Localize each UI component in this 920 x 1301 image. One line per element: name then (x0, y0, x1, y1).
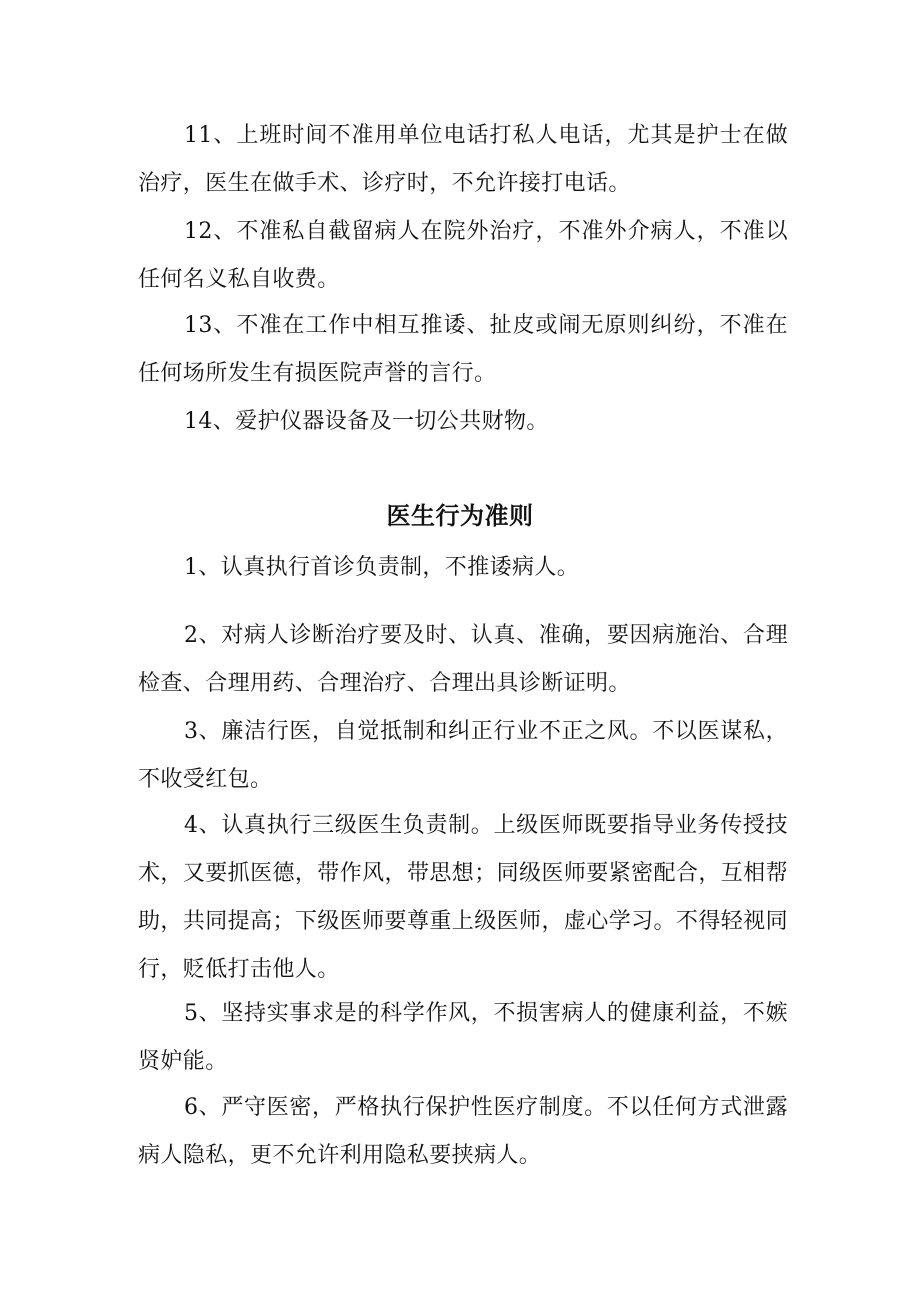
rule-paragraph: 6、严守医密，严格执行保护性医疗制度。不以任何方式泄露病人隐私，更不允许利用隐私要挟病人。 (138, 1095, 788, 1168)
rule-paragraph: 13、不准在工作中相互推诿、扯皮或闹无原则纠纷，不准在任何场所发生有损医院声誉的言行。 (138, 313, 788, 386)
rule-paragraph: 3、廉洁行医，自觉抵制和纠正行业不正之风。不以医谋私，不收受红包。 (138, 719, 788, 792)
rule-paragraph: 4、认真执行三级医生负责制。上级医师既要指导业务传授技术，又要抓医德，带作风，带思想；同级医师要紧密配合，互相帮助，共同提高；下级医师要尊重上级医师，虚心学习。不得轻视同行，贬低打击他人。 (138, 813, 788, 982)
rule-paragraph: 11、上班时间不准用单位电话打私人电话，尤其是护士在做治疗，医生在做手术、诊疗时，不允许接打电话。 (138, 123, 788, 196)
section-title: 医生行为准则 (386, 502, 534, 530)
rule-paragraph: 2、对病人诊断治疗要及时、认真、准确，要因病施治、合理检查、合理用药、合理治疗、合理出具诊断证明。 (138, 623, 788, 696)
rule-paragraph: 5、坚持实事求是的科学作风，不损害病人的健康利益，不嫉贤妒能。 (138, 1001, 788, 1074)
rule-paragraph: 14、爱护仪器设备及一切公共财物。 (184, 409, 549, 434)
rule-paragraph: 12、不准私自截留病人在院外治疗，不准外介病人，不准以任何名义私自收费。 (138, 219, 788, 292)
rule-paragraph: 1、认真执行首诊负责制，不推诿病人。 (184, 555, 580, 580)
